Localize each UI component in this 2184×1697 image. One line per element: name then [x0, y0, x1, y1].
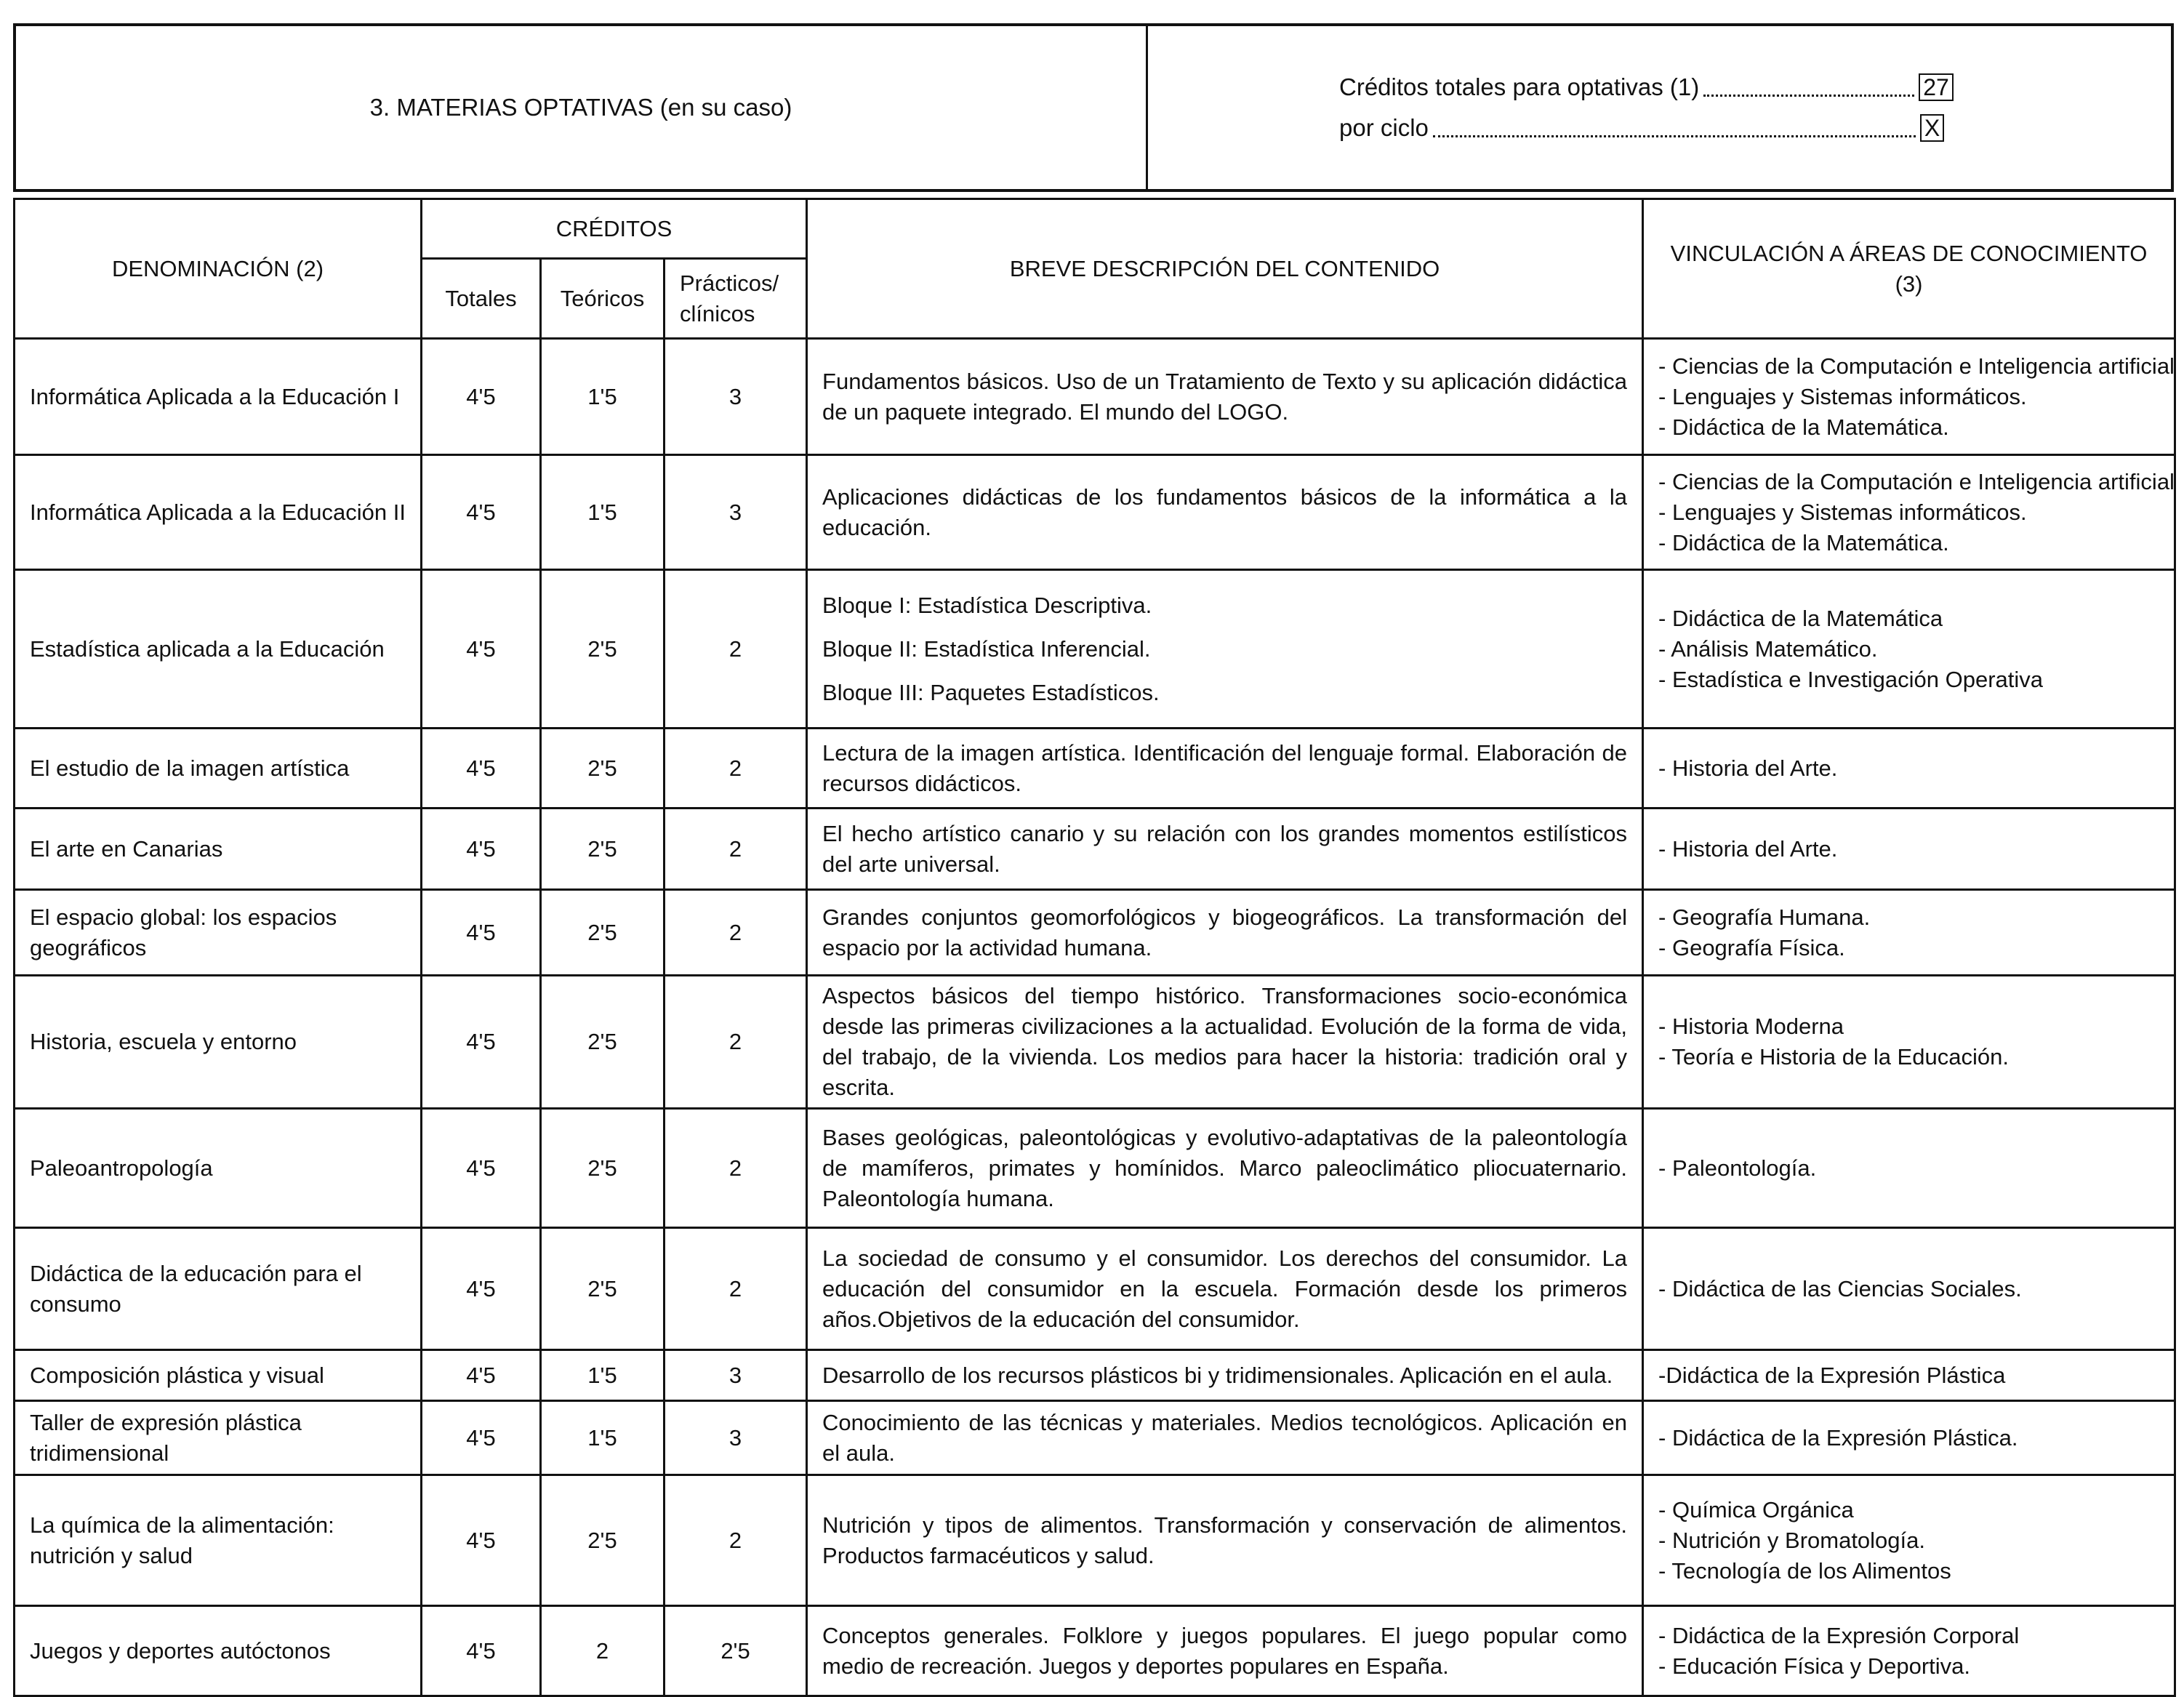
credits-totales: 4'5	[422, 976, 541, 1109]
description-line: Bloque III: Paquetes Estadísticos.	[822, 679, 1160, 705]
subject-name: Composición plástica y visual	[15, 1350, 422, 1401]
credits-totales: 4'5	[422, 1109, 541, 1228]
credits-practicos: 2	[665, 729, 807, 809]
credits-practicos: 2	[665, 1228, 807, 1350]
knowledge-area: - Historia del Arte.	[1658, 755, 1838, 781]
credits-teoricos: 2'5	[541, 890, 665, 976]
knowledge-area: - Química Orgánica	[1658, 1496, 1854, 1523]
knowledge-areas	[1643, 570, 2175, 729]
table-row	[15, 1401, 2175, 1475]
knowledge-area: - Ciencias de la Computación e Inteligencia artificial	[1658, 468, 2175, 494]
knowledge-area: -Didáctica de la Expresión Plástica	[1658, 1362, 2006, 1388]
description-line: Bloque II: Estadística Inferencial.	[822, 635, 1151, 662]
credits-teoricos: 1'5	[541, 1401, 665, 1475]
knowledge-areas	[1643, 455, 2175, 570]
credits-totales: 4'5	[422, 1228, 541, 1350]
credits-totales: 4'5	[422, 1606, 541, 1696]
knowledge-area: - Historia Moderna	[1658, 1014, 1844, 1039]
col-descripcion: BREVE DESCRIPCIÓN DEL CONTENIDO	[807, 199, 1643, 339]
subject-description: El hecho artístico canario y su relación con los grandes momentos estilísticos del arte universal.	[807, 809, 1643, 890]
knowledge-area: - Teoría e Historia de la Educación.	[1658, 1044, 2009, 1070]
credits-teoricos: 1'5	[541, 1350, 665, 1401]
knowledge-area: - Historia del Arte.	[1658, 835, 1838, 862]
credits-practicos: 3	[665, 339, 807, 455]
credits-practicos: 3	[665, 455, 807, 570]
knowledge-areas	[1643, 1350, 2175, 1401]
table-row	[15, 455, 2175, 570]
credits-totales: 4'5	[422, 455, 541, 570]
subject-description: Lectura de la imagen artística. Identificación del lenguaje formal. Elaboración de recursos didácticos.	[807, 729, 1643, 809]
table-row	[15, 809, 2175, 890]
col-practicos: Prácticos/ clínicos	[665, 259, 807, 339]
credits-practicos: 2	[665, 1109, 807, 1228]
subject-description: Aplicaciones didácticas de los fundamentos básicos de la informática a la educación.	[807, 455, 1643, 570]
subject-name: Historia, escuela y entorno	[15, 976, 422, 1109]
knowledge-areas	[1643, 1475, 2175, 1606]
subject-description: Conocimiento de las técnicas y materiales. Medios tecnológicos. Aplicación en el aula.	[807, 1401, 1643, 1475]
credits-teoricos: 2'5	[541, 809, 665, 890]
subject-description: Conceptos generales. Folklore y juegos populares. El juego popular como medio de recreación. Juegos y deportes populares en España.	[807, 1606, 1643, 1696]
subject-description: Bases geológicas, paleontológicas y evolutivo-adaptativas de la paleontología de mamíferos, primates y homínidos. Marco paleoclimático pliocuaternario. Paleontología humana.	[807, 1109, 1643, 1228]
table-row	[15, 729, 2175, 809]
table-row	[15, 1228, 2175, 1350]
per-cycle-value: X	[1920, 114, 1944, 142]
subject-description: La sociedad de consumo y el consumidor. Los derechos del consumidor. La educación del consumidor en la escuela. Formación desde los primeros años.Objetivos de la educación del consumidor.	[807, 1228, 1643, 1350]
header-divider	[1146, 26, 1148, 189]
credits-practicos: 2	[665, 976, 807, 1109]
credits-totales: 4'5	[422, 729, 541, 809]
section-header	[13, 23, 2174, 192]
credits-teoricos: 2'5	[541, 1475, 665, 1606]
knowledge-area: - Didáctica de la Matemática.	[1658, 414, 1949, 440]
knowledge-areas	[1643, 890, 2175, 976]
knowledge-area: - Estadística e Investigación Operativa	[1658, 666, 2044, 692]
credits-practicos: 2	[665, 809, 807, 890]
credits-teoricos: 2'5	[541, 1228, 665, 1350]
credits-info	[1339, 67, 1954, 148]
subject-name: Didáctica de la educación para el consumo	[15, 1228, 422, 1350]
credits-teoricos: 2'5	[541, 729, 665, 809]
knowledge-areas	[1643, 339, 2175, 455]
subject-description	[807, 570, 1643, 729]
credits-practicos: 3	[665, 1401, 807, 1475]
knowledge-area: - Educación Física y Deportiva.	[1658, 1653, 1971, 1679]
knowledge-area: - Lenguajes y Sistemas informáticos.	[1658, 499, 2027, 525]
credits-totales: 4'5	[422, 1475, 541, 1606]
credits-teoricos: 2'5	[541, 1109, 665, 1228]
subject-name: Estadística aplicada a la Educación	[15, 570, 422, 729]
knowledge-area: - Tecnología de los Alimentos	[1658, 1557, 1951, 1584]
subject-description: Desarrollo de los recursos plásticos bi y tridimensionales. Aplicación en el aula.	[807, 1350, 1643, 1401]
knowledge-area: - Didáctica de las Ciencias Sociales.	[1658, 1275, 2022, 1301]
credits-teoricos: 1'5	[541, 455, 665, 570]
credits-totales: 4'5	[422, 890, 541, 976]
knowledge-area: - Geografía Humana.	[1658, 904, 1871, 930]
knowledge-areas	[1643, 1109, 2175, 1228]
knowledge-areas	[1643, 1228, 2175, 1350]
table-row	[15, 339, 2175, 455]
credits-practicos: 2	[665, 570, 807, 729]
credits-practicos: 3	[665, 1350, 807, 1401]
knowledge-area: - Geografía Física.	[1658, 934, 1845, 960]
knowledge-area: - Lenguajes y Sistemas informáticos.	[1658, 383, 2027, 409]
credits-totales: 4'5	[422, 809, 541, 890]
subject-description: Nutrición y tipos de alimentos. Transformación y conservación de alimentos. Productos farmacéuticos y salud.	[807, 1475, 1643, 1606]
dot-leader	[1433, 119, 1916, 137]
knowledge-areas	[1643, 809, 2175, 890]
col-totales: Totales	[422, 259, 541, 339]
subject-description: Grandes conjuntos geomorfológicos y biogeográficos. La transformación del espacio por la actividad humana.	[807, 890, 1643, 976]
knowledge-areas	[1643, 976, 2175, 1109]
credits-totales: 4'5	[422, 570, 541, 729]
credits-teoricos: 2'5	[541, 570, 665, 729]
credits-totales: 4'5	[422, 339, 541, 455]
knowledge-area: - Paleontología.	[1658, 1155, 1817, 1181]
table-row	[15, 976, 2175, 1109]
col-vinculacion: VINCULACIÓN A ÁREAS DE CONOCIMIENTO (3)	[1643, 199, 2175, 339]
subject-name: Informática Aplicada a la Educación II	[15, 455, 422, 570]
knowledge-areas	[1643, 729, 2175, 809]
credits-teoricos: 2'5	[541, 976, 665, 1109]
table-row	[15, 1475, 2175, 1606]
knowledge-area: - Análisis Matemático.	[1658, 635, 1878, 662]
subject-name: Informática Aplicada a la Educación I	[15, 339, 422, 455]
credits-totales: 4'5	[422, 1350, 541, 1401]
per-cycle-line	[1339, 108, 1954, 148]
subject-description: Fundamentos básicos. Uso de un Tratamiento de Texto y su aplicación didáctica de un paquete integrado. El mundo del LOGO.	[807, 339, 1643, 455]
subjects-table	[13, 198, 2176, 1697]
knowledge-area: - Didáctica de la Matemática	[1658, 605, 1943, 631]
credits-teoricos: 1'5	[541, 339, 665, 455]
total-credits-label: Créditos totales para optativas (1)	[1339, 73, 1700, 100]
subject-name: El espacio global: los espacios geográficos	[15, 890, 422, 976]
credits-totales: 4'5	[422, 1401, 541, 1475]
credits-practicos: 2	[665, 890, 807, 976]
knowledge-area: - Ciencias de la Computación e Inteligencia artificial	[1658, 353, 2175, 379]
subjects-body	[15, 339, 2175, 1696]
dot-leader	[1703, 79, 1914, 97]
description-line: Bloque I: Estadística Descriptiva.	[822, 592, 1152, 618]
credits-teoricos: 2	[541, 1606, 665, 1696]
total-credits-value: 27	[1919, 73, 1954, 101]
knowledge-area: - Nutrición y Bromatología.	[1658, 1527, 1926, 1553]
subject-name: Paleoantropología	[15, 1109, 422, 1228]
subject-name: El arte en Canarias	[15, 809, 422, 890]
table-row	[15, 1109, 2175, 1228]
subject-name: Juegos y deportes autóctonos	[15, 1606, 422, 1696]
table-row	[15, 570, 2175, 729]
section-title: 3. MATERIAS OPTATIVAS (en su caso)	[369, 94, 792, 121]
col-denominacion: DENOMINACIÓN (2)	[15, 199, 422, 339]
table-row	[15, 1350, 2175, 1401]
table-row	[15, 890, 2175, 976]
knowledge-area: - Didáctica de la Expresión Corporal	[1658, 1622, 2020, 1648]
credits-practicos: 2	[665, 1475, 807, 1606]
total-credits-line	[1339, 67, 1954, 108]
col-teoricos: Teóricos	[541, 259, 665, 339]
subject-name: La química de la alimentación: nutrición y salud	[15, 1475, 422, 1606]
subject-name: Taller de expresión plástica tridimensional	[15, 1401, 422, 1475]
col-creditos: CRÉDITOS	[422, 199, 807, 259]
credits-practicos: 2'5	[665, 1606, 807, 1696]
knowledge-areas	[1643, 1401, 2175, 1475]
subject-name: El estudio de la imagen artística	[15, 729, 422, 809]
knowledge-area: - Didáctica de la Matemática.	[1658, 529, 1949, 555]
knowledge-area: - Didáctica de la Expresión Plástica.	[1658, 1424, 2018, 1451]
per-cycle-label: por ciclo	[1339, 114, 1429, 141]
subject-description: Aspectos básicos del tiempo histórico. Transformaciones socio-económica desde las primeras civilizaciones a la actualidad. Evolución de la forma de vida, del trabajo, de la vivienda. Los medios para hacer la historia: tradición oral y escrita.	[807, 976, 1643, 1109]
